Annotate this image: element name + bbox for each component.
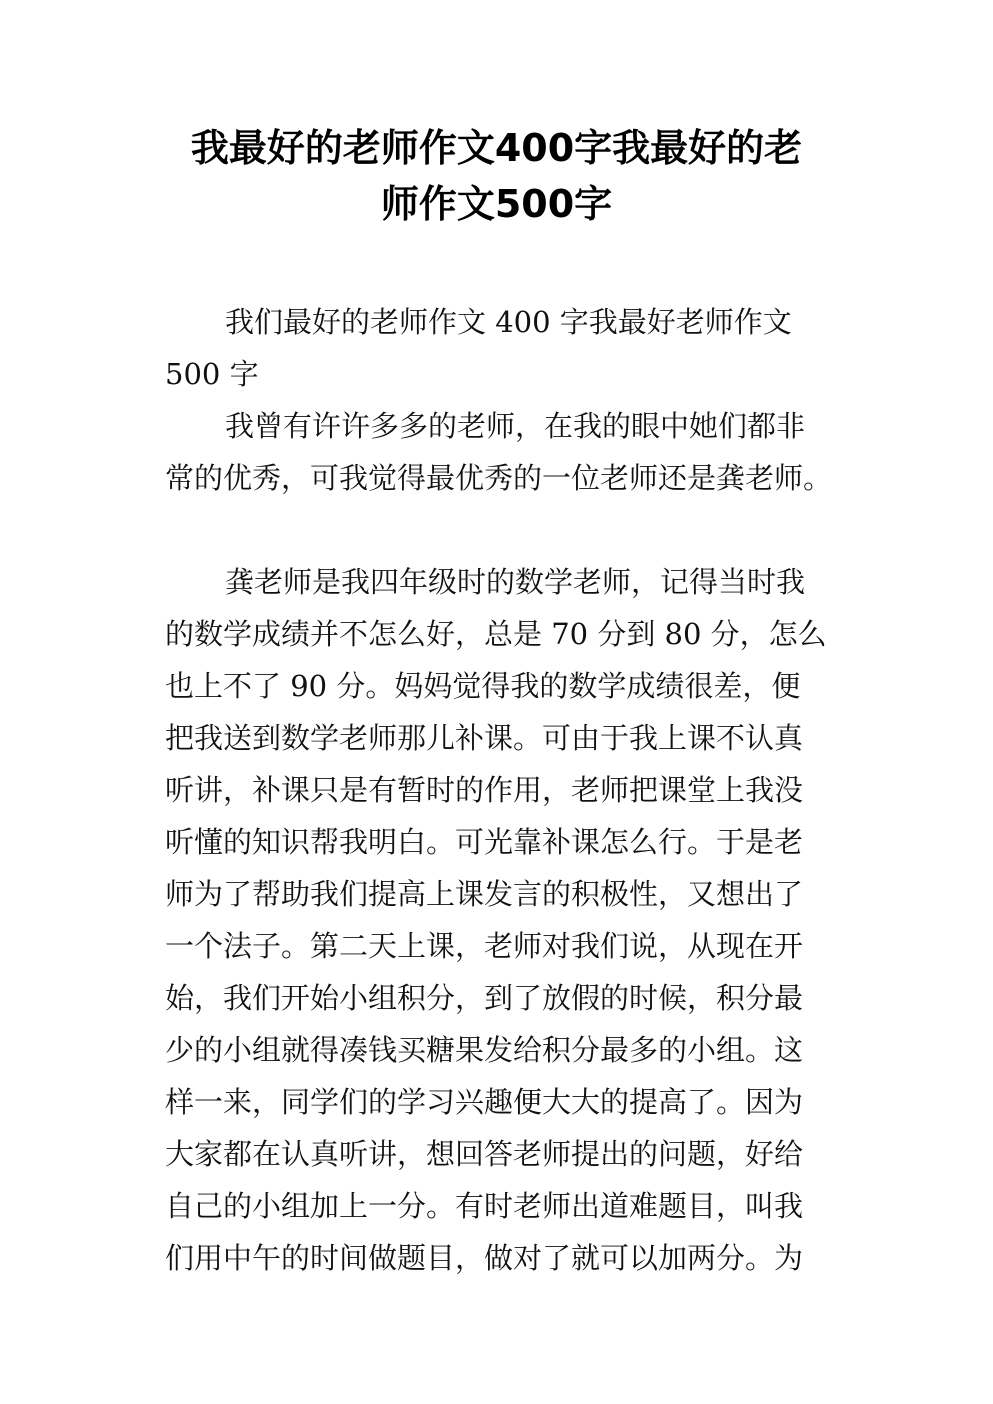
document-title: [0, 120, 993, 232]
text-line: 听讲，补课只是有暂时的作用，老师把课堂上我没: [165, 773, 804, 807]
text-line: 始，我们开始小组积分，到了放假的时候，积分最: [165, 981, 804, 1015]
text-line: 我曾有许许多多的老师，在我的眼中她们都非: [225, 409, 806, 443]
text-line: 样一来，同学们的学习兴趣便大大的提高了。因为: [165, 1085, 804, 1119]
text-line: 龚老师是我四年级时的数学老师，记得当时我: [225, 565, 806, 599]
text-line: 自己的小组加上一分。有时老师出道难题目，叫我: [165, 1189, 804, 1223]
text-line: 们用中午的时间做题目，做对了就可以加两分。为: [165, 1241, 804, 1275]
text-line: 的数学成绩并不怎么好，总是 70 分到 80 分，怎么: [165, 617, 827, 651]
title-line-2: 师作文500字: [380, 182, 613, 226]
text-line: 一个法子。第二天上课，老师对我们说，从现在开: [165, 929, 804, 963]
text-line: 师为了帮助我们提高上课发言的积极性，又想出了: [165, 877, 804, 911]
title-line-1: 我最好的老师作文400字我最好的老: [190, 126, 803, 170]
text-line: 我们最好的老师作文 400 字我最好老师作文: [225, 305, 792, 339]
paragraph-1: [165, 296, 865, 400]
text-line: 听懂的知识帮我明白。可光靠补课怎么行。于是老: [165, 825, 804, 859]
text-line: 把我送到数学老师那儿补课。可由于我上课不认真: [165, 721, 804, 755]
document-body: [165, 296, 865, 1284]
text-line: 500 字: [165, 357, 259, 391]
paragraph-2: [165, 400, 865, 504]
text-line: 常的优秀，可我觉得最优秀的一位老师还是龚老师。: [165, 461, 833, 495]
paragraph-3: [165, 556, 865, 1284]
text-line: 少的小组就得凑钱买糖果发给积分最多的小组。这: [165, 1033, 804, 1067]
text-line: 也上不了 90 分。妈妈觉得我的数学成绩很差，便: [165, 669, 801, 703]
text-line: 大家都在认真听讲，想回答老师提出的问题，好给: [165, 1137, 804, 1171]
paragraph-gap: [165, 504, 865, 556]
